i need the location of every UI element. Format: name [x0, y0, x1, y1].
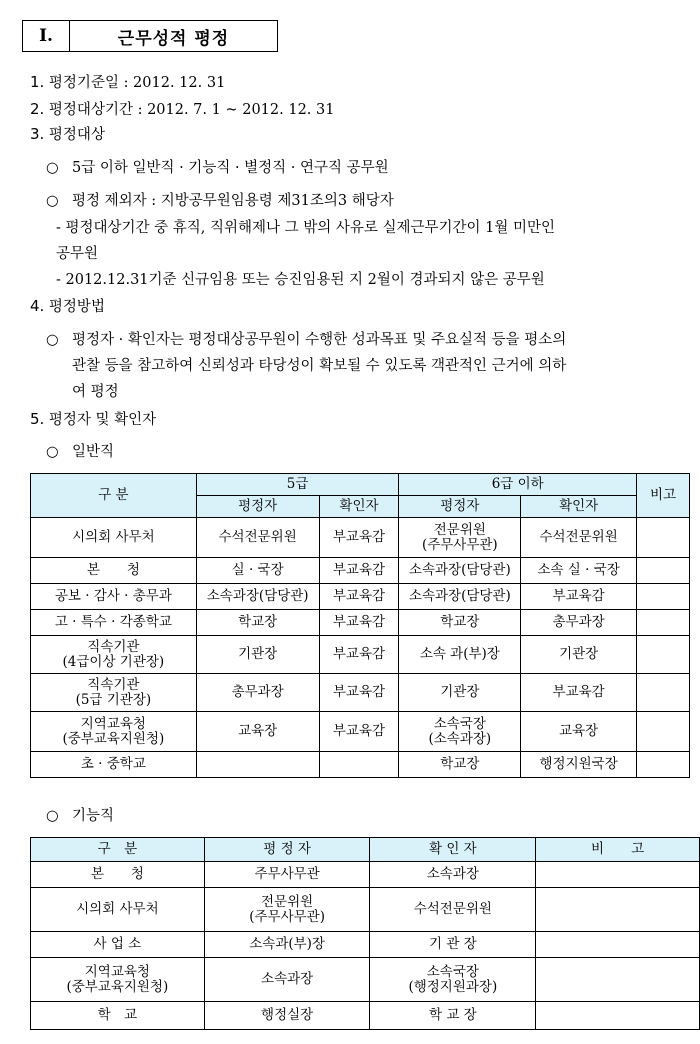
- section-title: 근무성적 평정: [117, 28, 230, 49]
- item-5-num: 5.: [30, 410, 45, 428]
- table-cell: 소속과(부)장: [204, 932, 370, 958]
- item-3c-line2: 공무원: [56, 246, 99, 262]
- technical-service-table: [30, 837, 700, 1030]
- table-row: [31, 558, 690, 584]
- item-4-num: 4.: [30, 297, 45, 315]
- header-confirmer: 확인자: [521, 496, 637, 518]
- table-cell: 소속과장: [204, 958, 370, 1002]
- item-1-text: 평정기준일 : 2012. 12. 31: [48, 75, 226, 91]
- header-evaluator: 평정자: [196, 496, 319, 518]
- table-cell: [637, 584, 690, 610]
- item-3b-text: 평정 제외자 : 지방공무원임용령 제31조의3 해당자: [72, 193, 394, 209]
- section-number: Ⅰ.: [23, 21, 70, 51]
- table-cell: 본 청: [31, 558, 197, 584]
- table-cell: 수석전문위원: [196, 518, 319, 558]
- table-cell: 소속국장 (행정지원과장): [370, 958, 536, 1002]
- table-cell: 소속 실 · 국장: [521, 558, 637, 584]
- table-cell: [637, 518, 690, 558]
- table-header-cell: 확 인 자: [370, 838, 536, 862]
- general-service-table: [30, 473, 690, 778]
- table-cell: 학 교 장: [370, 1002, 536, 1030]
- table-cell: [536, 862, 700, 888]
- table-row: [31, 518, 690, 558]
- item-3d: - 2012.12.31기준 신규임용 또는 승진임용된 지 2월이 경과되지 않은 공무원: [56, 272, 545, 288]
- header-grade6: 6급 이하: [399, 474, 637, 496]
- table-cell: 소속국장 (소속과장): [399, 712, 521, 752]
- item-3-num: 3.: [30, 125, 45, 143]
- table-cell: 교육장: [521, 712, 637, 752]
- table-cell: 기관장: [196, 636, 319, 674]
- item-4a-line1: [46, 328, 566, 352]
- item-4: [30, 294, 105, 319]
- table-cell: 소속과장(담당관): [399, 584, 521, 610]
- table-cell: 기관장: [399, 674, 521, 712]
- table-cell: 초 · 중학교: [31, 752, 197, 778]
- table-row: [31, 584, 690, 610]
- table-cell: 부교육감: [319, 558, 399, 584]
- table-cell: 학교장: [399, 752, 521, 778]
- table-header-cell: 구 분: [31, 838, 205, 862]
- item-3a: [46, 156, 389, 180]
- table-cell: [536, 1002, 700, 1030]
- table-cell: [637, 636, 690, 674]
- table-cell: 수석전문위원: [521, 518, 637, 558]
- table-cell: 기관장: [521, 636, 637, 674]
- table-cell: 부교육감: [319, 636, 399, 674]
- item-3b: [46, 189, 394, 213]
- table-row: [31, 958, 700, 1002]
- header-bigo: 비고: [637, 474, 690, 518]
- bullet-circle: ○: [46, 332, 59, 348]
- table-cell: [637, 558, 690, 584]
- table-cell: 지역교육청 (중부교육지원청): [31, 958, 205, 1002]
- table-row: [31, 1002, 700, 1030]
- item-5b: [46, 804, 114, 828]
- item-5-text: 평정자 및 확인자: [48, 412, 157, 428]
- table-cell: [319, 752, 399, 778]
- table-row: [31, 752, 690, 778]
- table-row: [31, 610, 690, 636]
- table-cell: 직속기관 (4급이상 기관장): [31, 636, 197, 674]
- item-5b-text: 기능직: [72, 808, 115, 824]
- table-cell: 기 관 장: [370, 932, 536, 958]
- table-row: [31, 712, 690, 752]
- bullet-circle: ○: [46, 444, 59, 460]
- section-title-box: [22, 20, 278, 52]
- table-cell: 소속과장(담당관): [196, 584, 319, 610]
- table-cell: 부교육감: [521, 674, 637, 712]
- table-cell: 부교육감: [319, 712, 399, 752]
- table-cell: [536, 888, 700, 932]
- table-cell: 부교육감: [319, 518, 399, 558]
- item-2-num: 2.: [30, 100, 45, 118]
- table-cell: 소속 과(부)장: [399, 636, 521, 674]
- table-cell: [637, 752, 690, 778]
- table-cell: [637, 712, 690, 752]
- item-3c-line1: - 평정대상기간 중 휴직, 직위해제나 그 밖의 사유로 실제근무기간이 1월 미만인: [56, 220, 556, 236]
- table-cell: 시의회 사무처: [31, 518, 197, 558]
- item-2-text: 평정대상기간 : 2012. 7. 1 ~ 2012. 12. 31: [48, 102, 335, 118]
- header-grade5: 5급: [196, 474, 399, 496]
- header-confirmer: 확인자: [319, 496, 399, 518]
- bullet-circle: ○: [46, 160, 59, 176]
- table-cell: 지역교육청 (중부교육지원청): [31, 712, 197, 752]
- item-5: [30, 407, 156, 432]
- header-evaluator: 평정자: [399, 496, 521, 518]
- table-cell: 총무과장: [521, 610, 637, 636]
- item-4a-line2: 관찰 등을 참고하여 신뢰성과 타당성이 확보될 수 있도록 객관적인 근거에 의하: [72, 358, 567, 374]
- header-gubun: 구 분: [31, 474, 197, 518]
- table-cell: 직속기관 (5급 기관장): [31, 674, 197, 712]
- item-4a-text1: 평정자 · 확인자는 평정대상공무원이 수행한 성과목표 및 주요실적 등을 평소의: [72, 332, 567, 348]
- item-3-text: 평정대상: [48, 127, 105, 143]
- table-cell: 전문위원 (주무사무관): [204, 888, 370, 932]
- table-cell: 고 · 특수 · 각종학교: [31, 610, 197, 636]
- table-cell: [536, 958, 700, 1002]
- item-5a-text: 일반직: [72, 444, 115, 460]
- table-cell: 전문위원 (주무사무관): [399, 518, 521, 558]
- table-cell: 수석전문위원: [370, 888, 536, 932]
- item-5a: [46, 440, 114, 464]
- bullet-circle: ○: [46, 193, 59, 209]
- item-3a-text: 5급 이하 일반직 · 기능직 · 별정직 · 연구직 공무원: [72, 160, 389, 176]
- table-cell: 학교장: [196, 610, 319, 636]
- table-cell: 시의회 사무처: [31, 888, 205, 932]
- table-cell: 공보 · 감사 · 총무과: [31, 584, 197, 610]
- table-cell: 소속과장(담당관): [399, 558, 521, 584]
- table-cell: [637, 610, 690, 636]
- item-4a-line3: 여 평정: [72, 384, 119, 400]
- table-cell: 총무과장: [196, 674, 319, 712]
- table-cell: 부교육감: [521, 584, 637, 610]
- table-row: [31, 888, 700, 932]
- table-cell: 학 교: [31, 1002, 205, 1030]
- table-cell: [637, 674, 690, 712]
- table-cell: 교육장: [196, 712, 319, 752]
- table-row: [31, 932, 700, 958]
- table-cell: 학교장: [399, 610, 521, 636]
- table-cell: 부교육감: [319, 584, 399, 610]
- table-row: [31, 674, 690, 712]
- table-cell: 행정지원국장: [521, 752, 637, 778]
- table-header-cell: 비 고: [536, 838, 700, 862]
- item-1: [30, 70, 225, 95]
- table-cell: 사 업 소: [31, 932, 205, 958]
- table-cell: [536, 932, 700, 958]
- table-row: [31, 636, 690, 674]
- item-1-num: 1.: [30, 73, 45, 91]
- table-cell: 부교육감: [319, 674, 399, 712]
- table-cell: [196, 752, 319, 778]
- table-cell: 부교육감: [319, 610, 399, 636]
- item-2: [30, 97, 334, 122]
- table-header-cell: 평 정 자: [204, 838, 370, 862]
- item-3: [30, 122, 105, 147]
- item-4-text: 평정방법: [48, 299, 105, 315]
- table-cell: 실 · 국장: [196, 558, 319, 584]
- table-cell: 본 청: [31, 862, 205, 888]
- table-cell: 행정실장: [204, 1002, 370, 1030]
- table-cell: 주무사무관: [204, 862, 370, 888]
- bullet-circle: ○: [46, 808, 59, 824]
- table-cell: 소속과장: [370, 862, 536, 888]
- table-row: [31, 862, 700, 888]
